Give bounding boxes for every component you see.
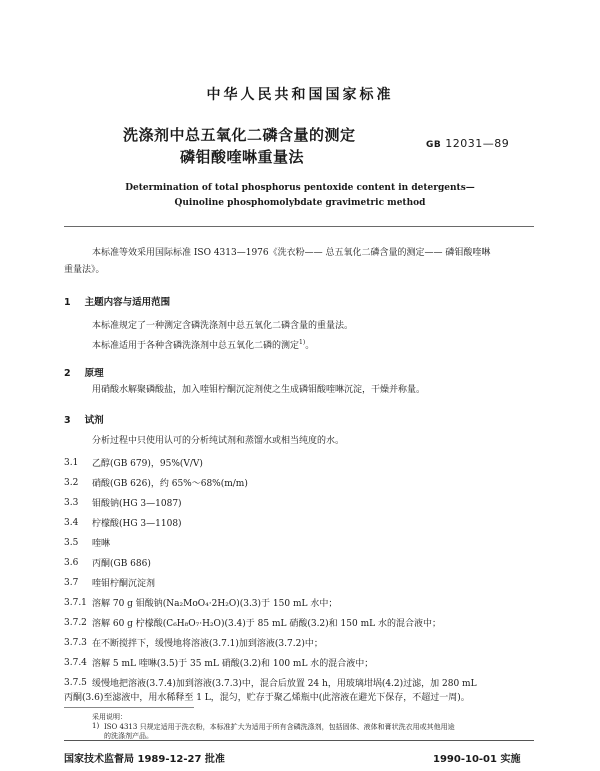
section-2-para-1: 用硝酸水解聚磷酸盐，加入喹钼柠酮沉淀剂使之生成磷钼酸喹啉沉淀，干燥并称量。 — [92, 385, 426, 395]
standard-code — [426, 137, 509, 150]
section-3-title: 试剂 — [84, 415, 104, 426]
reagent-number: 3.5 — [64, 538, 79, 548]
intro-line-2: 重量法》。 — [64, 265, 105, 275]
reagent-number: 3.7.3 — [64, 638, 87, 648]
reagent-number: 3.7 — [64, 578, 79, 588]
reagent-text: 乙醇(GB 679)，95%(V/V) — [92, 459, 203, 469]
reagent-text: 喹啉 — [92, 539, 111, 549]
footnote-label: 采用说明： — [92, 713, 127, 721]
section-1-para-1: 本标准规定了一种测定含磷洗涤剂中总五氧化二磷含量的重量法。 — [92, 321, 354, 331]
title-line-2: 磷钼酸喹啉重量法 — [180, 148, 305, 166]
section-2-heading — [64, 365, 104, 379]
section-2-number: 2 — [64, 368, 71, 379]
reagent-text: 硝酸(GB 626)，约 65%～68%(m/m) — [92, 479, 248, 489]
section-2-title: 原理 — [84, 368, 104, 379]
footnote-number: 1) — [92, 722, 100, 730]
standard-code-prefix: GB — [426, 140, 442, 150]
reagent-number: 3.2 — [64, 478, 79, 488]
reagent-continuation: 丙酮(3.6)至滤液中，用水稀释至 1 L，混匀，贮存于聚乙烯瓶中(此溶液在避光下保存，不超过一周)。 — [64, 693, 470, 703]
reagent-number: 3.6 — [64, 558, 79, 568]
reagent-number: 3.4 — [64, 518, 79, 528]
section-1-para-2-text: 本标准适用于各种含磷洗涤剂中总五氧化二磷的测定 — [92, 341, 300, 351]
reagent-text: 柠檬酸(HG 3—1108) — [92, 519, 182, 529]
section-1-title: 主题内容与适用范围 — [84, 297, 171, 308]
section-3-number: 3 — [64, 415, 71, 426]
footnote-divider — [64, 707, 194, 708]
footnote-line-1: ISO 4313 只规定适用于洗衣粉，本标准扩大为适用于所有含磷洗涤剂，包括固体、液体和膏状洗衣用或其他用途 — [104, 723, 455, 731]
footnote-ref: 1) — [299, 339, 306, 346]
section-1-para-2-end: 。 — [305, 341, 315, 351]
reagent-text: 丙酮(GB 686) — [92, 559, 151, 569]
footnote-line-2: 的洗涤剂产品。 — [104, 732, 153, 740]
section-1-number: 1 — [64, 297, 71, 308]
reagent-number: 3.7.4 — [64, 658, 87, 668]
reagent-text: 缓慢地把溶液(3.7.4)加到溶液(3.7.3)中，混合后放置 24 h，用玻璃坩埚(4.2)过滤，加 280 mL — [92, 679, 477, 689]
section-1-heading — [64, 294, 170, 308]
reagent-text: 钼酸钠(HG 3—1087) — [92, 499, 182, 509]
reagent-text: 溶解 60 g 柠檬酸(C₆H₈O₇·H₂O)(3.4)于 85 mL 硝酸(3.2)和 150 mL 水的混合液中； — [92, 619, 441, 629]
section-1-para-2 — [92, 337, 314, 352]
reagent-number: 3.1 — [64, 458, 79, 468]
standard-header: 中华人民共和国国家标准 — [206, 87, 394, 103]
reagent-text: 喹钼柠酮沉淀剂 — [92, 579, 156, 589]
section-3-para-1: 分析过程中只使用认可的分析纯试剂和蒸馏水或相当纯度的水。 — [92, 436, 345, 446]
english-title-line-2: Quinoline phosphomolybdate gravimetric method — [174, 198, 426, 208]
approval-date: 国家技术监督局 1989-12-27 批准 — [64, 754, 225, 765]
reagent-number: 3.7.2 — [64, 618, 87, 628]
title-line-1: 洗涤剂中总五氧化二磷含量的测定 — [123, 126, 356, 144]
reagent-number: 3.7.1 — [64, 598, 87, 608]
intro-line-1: 本标准等效采用国际标准 ISO 4313—1976《洗衣粉—— 总五氧化二磷含量的测定—— 磷钼酸喹啉 — [92, 248, 491, 258]
standard-code-number: 12031—89 — [445, 137, 510, 150]
section-3-heading — [64, 412, 104, 426]
effective-date: 1990-10-01 实施 — [433, 754, 521, 765]
footer-divider — [64, 740, 534, 741]
reagent-text: 溶解 70 g 钼酸钠(Na₂MoO₄·2H₂O)(3.3)于 150 mL 水中； — [92, 599, 338, 609]
reagent-text: 溶解 5 mL 喹啉(3.5)于 35 mL 硝酸(3.2)和 100 mL 水的混合液中； — [92, 659, 374, 669]
reagent-text: 在不断搅拌下，缓慢地将溶液(3.7.1)加到溶液(3.7.2)中； — [92, 639, 323, 649]
title-divider — [64, 226, 534, 227]
reagent-number: 3.3 — [64, 498, 79, 508]
english-title-line-1: Determination of total phosphorus pentoxide content in detergents— — [125, 183, 475, 193]
reagent-number: 3.7.5 — [64, 678, 87, 688]
